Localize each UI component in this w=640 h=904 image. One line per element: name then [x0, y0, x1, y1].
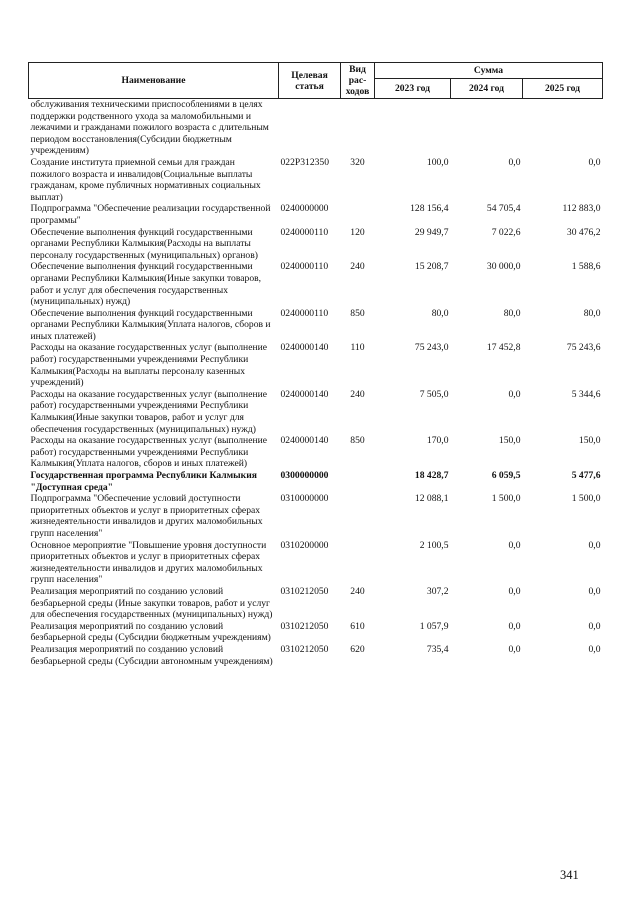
cell-target-code: 0300000000 — [280, 470, 329, 481]
header-year-2024: 2024 год — [451, 79, 523, 99]
table-row — [29, 644, 603, 667]
cell-expense-type: 850 — [350, 435, 365, 447]
cell-target-code: 0240000110 — [280, 307, 329, 319]
cell-name: Подпрограмма "Обеспечение условий доступности приоритетных объектов и услуг в приоритетных сферах жизнедеятельности инвалидов и других маломобильных групп населения" — [30, 493, 263, 539]
table-row — [29, 621, 603, 644]
header-year-2023: 2023 год — [375, 79, 451, 99]
table-row — [29, 586, 603, 621]
cell-sum-2025 — [523, 99, 603, 157]
cell-sum-2023: 2 100,5 — [419, 539, 449, 551]
cell-expense-type: 240 — [350, 388, 365, 400]
cell-sum-2025: 112 883,0 — [562, 203, 601, 215]
cell-name: Обеспечение выполнения функций государственными органами Республики Калмыкия(Уплата налогов, сборов и иных платежей) — [30, 307, 271, 342]
table-row — [29, 99, 603, 157]
cell-target-code: 0310000000 — [280, 493, 329, 505]
table-row — [29, 157, 603, 203]
header-target: Целевая статья — [279, 63, 341, 99]
cell-sum-2025: 1 500,0 — [571, 493, 601, 505]
cell-expense-type: 120 — [350, 226, 365, 238]
cell-target-code: 0240000140 — [280, 388, 329, 400]
cell-sum-2024: 17 452,8 — [486, 342, 521, 354]
header-sum: Сумма — [375, 63, 603, 79]
cell-target-code: 0240000140 — [280, 342, 329, 354]
cell-name: Государственная программа Республики Калмыкия "Доступная среда" — [30, 470, 257, 493]
cell-sum-2024: 80,0 — [503, 307, 521, 319]
table-row — [29, 342, 603, 388]
cell-sum-2024: 0,0 — [508, 585, 521, 597]
cell-target-code: 022P312350 — [280, 156, 330, 168]
cell-expense-type — [341, 493, 375, 539]
cell-sum-2025: 0,0 — [588, 539, 601, 551]
cell-sum-2024: 0,0 — [508, 643, 521, 655]
cell-expense-type: 610 — [350, 620, 365, 632]
header-type: Вид рас- ходов — [341, 63, 375, 99]
cell-sum-2025: 5 344,6 — [571, 388, 601, 400]
table-body — [29, 99, 603, 668]
cell-expense-type — [341, 203, 375, 226]
cell-sum-2023: 307,2 — [426, 585, 449, 597]
cell-sum-2023: 128 156,4 — [410, 203, 449, 215]
cell-sum-2024: 54 705,4 — [486, 203, 521, 215]
cell-sum-2024: 6 059,5 — [491, 470, 521, 481]
cell-sum-2024: 0,0 — [508, 620, 521, 632]
table-row — [29, 203, 603, 226]
cell-expense-type: 240 — [350, 261, 365, 273]
cell-name: Реализация мероприятий по созданию условий безбарьерной среды (Субсидии автономным учреждениям) — [30, 643, 273, 667]
table-row — [29, 308, 603, 343]
cell-expense-type — [341, 540, 375, 586]
cell-sum-2024 — [451, 99, 523, 157]
cell-target-code: 0310212050 — [280, 585, 329, 597]
cell-name: Обеспечение выполнения функций государственными органами Республики Калмыкия(Расходы на выплаты персоналу государственных (муниципальных) органов) — [30, 226, 258, 261]
cell-target-code — [279, 99, 341, 157]
cell-sum-2023: 1 057,9 — [419, 620, 449, 632]
cell-sum-2023: 29 949,7 — [414, 226, 449, 238]
header-name: Наименование — [29, 63, 279, 99]
cell-sum-2025: 0,0 — [588, 643, 601, 655]
cell-sum-2024: 150,0 — [498, 435, 521, 447]
cell-sum-2025: 1 588,6 — [571, 261, 601, 273]
cell-sum-2025: 30 476,2 — [566, 226, 601, 238]
cell-name: обслуживания техническими приспособлениями в целях поддержки родственного ухода за маломобильными и лежачими и гражданами пожилого возраста с длительным периодом восстановления(Субсидии бюджетным учреждениям) — [30, 99, 269, 157]
cell-name: Основное мероприятие "Повышение уровня доступности приоритетных объектов и услуг в приоритетных сферах жизнедеятельности инвалидов и других маломобильных групп населения" — [30, 539, 267, 586]
cell-sum-2025: 75 243,6 — [566, 342, 601, 354]
cell-name: Расходы на оказание государственных услуг (выполнение работ) государственными учреждениями Республики Калмыкия(Расходы на выплаты персоналу казенных учреждений) — [30, 342, 267, 389]
cell-target-code: 0310212050 — [280, 620, 329, 632]
cell-sum-2025: 150,0 — [578, 435, 601, 447]
cell-name: Реализация мероприятий по созданию условий безбарьерной среды (Иные закупки товаров, работ и услуг для обеспечения государственных (муниципальных) нужд) — [30, 585, 273, 621]
cell-target-code: 0240000110 — [280, 261, 329, 273]
table-row — [29, 470, 603, 493]
table-header — [29, 63, 603, 99]
cell-sum-2023: 15 208,7 — [414, 261, 449, 273]
cell-expense-type: 620 — [350, 643, 365, 655]
cell-sum-2024: 7 022,6 — [491, 226, 521, 238]
cell-sum-2023: 75 243,0 — [414, 342, 449, 354]
cell-sum-2023: 80,0 — [431, 307, 449, 319]
cell-target-code: 0310212050 — [280, 643, 329, 655]
cell-sum-2025: 80,0 — [583, 307, 601, 319]
cell-expense-type: 850 — [350, 307, 365, 319]
cell-name: Расходы на оказание государственных услуг (выполнение работ) государственными учреждениями Республики Калмыкия(Иные закупки товаров, работ и услуг для обеспечения государственных (муниципальных) нужд) — [30, 388, 267, 435]
cell-sum-2024: 30 000,0 — [486, 261, 521, 273]
cell-sum-2024: 1 500,0 — [491, 493, 521, 505]
table-row — [29, 389, 603, 435]
cell-expense-type — [341, 99, 375, 157]
cell-expense-type: 320 — [350, 156, 365, 168]
cell-sum-2025: 5 477,6 — [571, 470, 601, 481]
cell-sum-2023: 18 428,7 — [414, 470, 449, 481]
cell-name: Создание института приемной семьи для граждан пожилого возраста и инвалидов(Социальные выплаты гражданам, кроме публичных нормативных социальных выплат) — [30, 156, 261, 203]
header-year-2025: 2025 год — [523, 79, 603, 99]
cell-target-code: 0310200000 — [280, 539, 329, 551]
cell-sum-2023: 100,0 — [426, 156, 449, 168]
cell-sum-2025: 0,0 — [588, 620, 601, 632]
table-row — [29, 261, 603, 307]
cell-expense-type: 240 — [350, 585, 365, 597]
page-number: 341 — [560, 868, 579, 882]
cell-sum-2023: 735,4 — [426, 643, 449, 655]
cell-sum-2024: 0,0 — [508, 388, 521, 400]
table-row — [29, 540, 603, 586]
cell-sum-2024: 0,0 — [508, 539, 521, 551]
cell-expense-type — [341, 470, 375, 493]
cell-sum-2024: 0,0 — [508, 156, 521, 168]
table-row — [29, 493, 603, 539]
cell-name: Обеспечение выполнения функций государственными органами Республики Калмыкия(Иные закупки товаров, работ и услуг для обеспечения государственных (муниципальных) нужд) — [30, 261, 262, 308]
table-row — [29, 435, 603, 470]
cell-expense-type: 110 — [350, 342, 365, 354]
cell-name: Расходы на оказание государственных услуг (выполнение работ) государственными учреждениями Республики Калмыкия(Уплата налогов, сборов и иных платежей) — [30, 435, 267, 470]
cell-name: Подпрограмма "Обеспечение реализации государственной программы" — [30, 203, 271, 226]
cell-sum-2025: 0,0 — [588, 585, 601, 597]
cell-name: Реализация мероприятий по созданию условий безбарьерной среды (Субсидии бюджетным учреждениям) — [30, 620, 271, 644]
cell-target-code: 0240000110 — [280, 226, 329, 238]
cell-sum-2023: 7 505,0 — [419, 388, 449, 400]
budget-table — [28, 62, 603, 667]
cell-target-code: 0240000000 — [280, 203, 329, 215]
table-row — [29, 227, 603, 262]
cell-sum-2023: 170,0 — [426, 435, 449, 447]
cell-sum-2025: 0,0 — [588, 156, 601, 168]
cell-sum-2023 — [375, 99, 451, 157]
cell-sum-2023: 12 088,1 — [414, 493, 449, 505]
cell-target-code: 0240000140 — [280, 435, 329, 447]
